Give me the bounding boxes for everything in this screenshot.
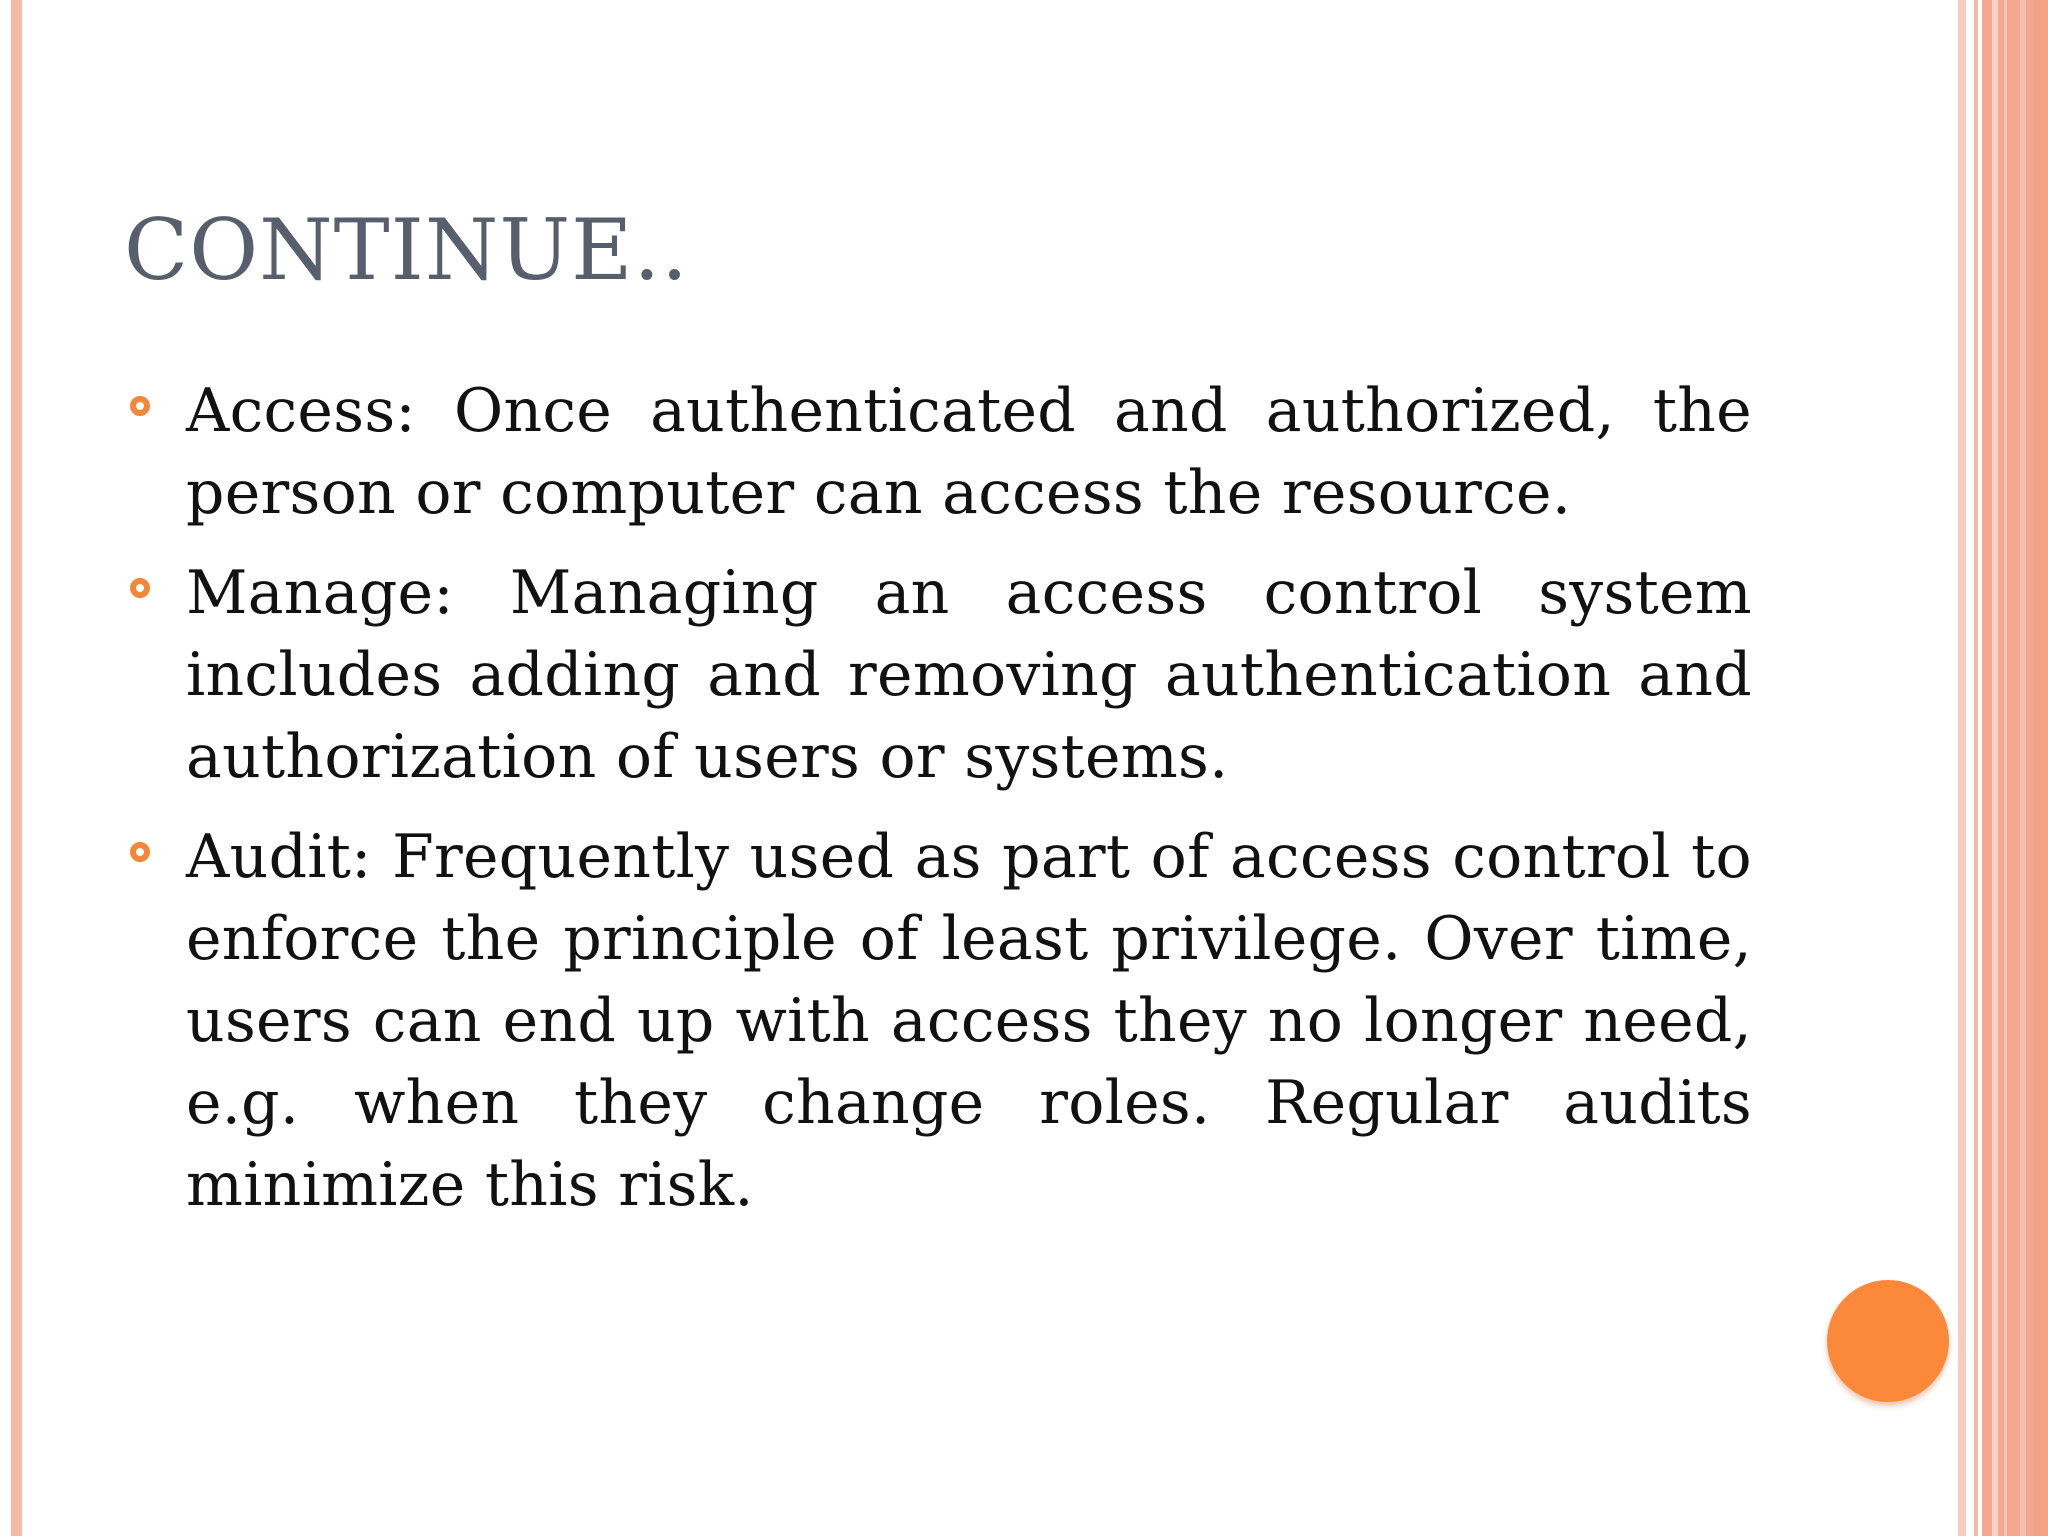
left-border-strip: [11, 0, 22, 1536]
ring-bullet-icon: [130, 396, 150, 416]
decorative-orange-circle: [1827, 1280, 1949, 1402]
bullet-list: [130, 370, 1752, 1244]
bullet-item-audit: [130, 816, 1752, 1226]
slide-title: CONTINUE..: [124, 201, 689, 299]
bullet-text: Manage: Managing an access control system includes adding and removing authentication and authorization of users or systems.: [186, 558, 1752, 792]
bullet-text: Access: Once authenticated and authorized, the person or computer can access the resource.: [186, 376, 1752, 528]
bullet-item-access: [130, 370, 1752, 534]
right-decorative-stripe: [1974, 0, 1978, 1536]
ring-bullet-icon: [130, 842, 150, 862]
right-decorative-stripe: [1958, 0, 1966, 1536]
bullet-text: Audit: Frequently used as part of access control to enforce the principle of least privilege. Over time, users can end up with access they no longer need, e.g. when they change roles. Regular audits minimize this risk.: [186, 822, 1752, 1220]
right-decorative-stripe: [2020, 0, 2026, 1536]
right-decorative-stripe: [1992, 0, 1998, 1536]
bullet-item-manage: [130, 552, 1752, 798]
right-decorative-stripe: [2004, 0, 2007, 1536]
ring-bullet-icon: [130, 578, 150, 598]
right-decorative-stripe: [2034, 0, 2048, 1536]
